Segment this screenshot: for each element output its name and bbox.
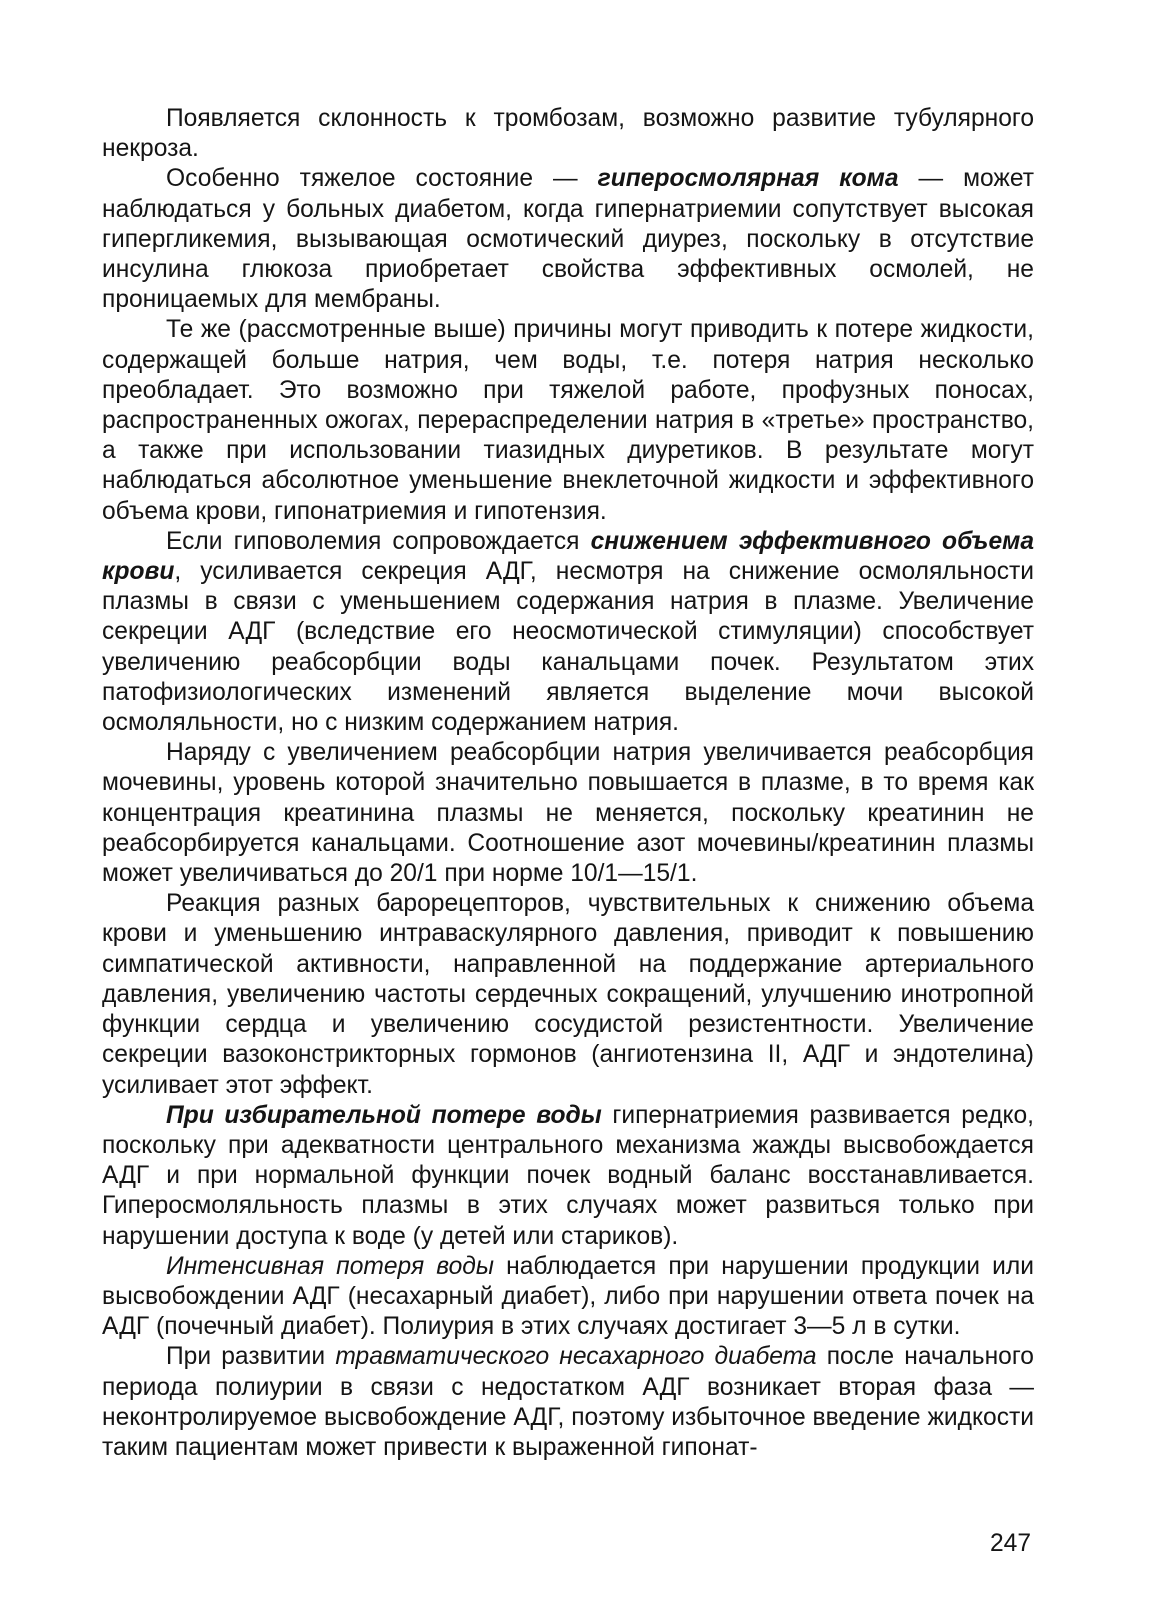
paragraph-5 — [102, 738, 1034, 889]
paragraph-2 — [102, 164, 1034, 315]
paragraph-4 — [102, 527, 1034, 738]
paragraph-6 — [102, 889, 1034, 1100]
text-run: после начального периода полиурии в связи с недостатком АДГ возникает вторая фаза — неконтролируемое высвобождение АДГ, поэтому избыточное введение жидкости таким пациентам может привести к выраженной гипонат- — [102, 1343, 1034, 1461]
text-run: Реакция разных барорецепторов, чувствительных к снижению объема крови и уменьшению интраваскулярного давления, приводит к повышению симпатической активности, направленной на поддержание артериального давления, увеличению частоты сердечных сокращений, улучшению инотропной функции сердца и увеличению сосудистой резистентности. Увеличение секреции вазоконстрикторных гормонов (ангиотензина II, АДГ и эндотелина) усиливает этот эффект. — [102, 890, 1034, 1099]
text-run: Особенно тяжелое состояние — — [166, 165, 598, 193]
term-reduced-blood-volume: снижением эффективного объема крови — [102, 527, 1034, 586]
page-body — [102, 104, 1034, 1463]
text-run: , усиливается секреция АДГ, несмотря на снижение осмоляльности плазмы в связи с уменьшением содержания натрия в плазме. Увеличение секреции АДГ (вследствие его неосмотической стимуляции) способствует увеличению реабсорбции воды канальцами почек. Результатом этих патофизиологических изменений является выделение мочи высокой осмоляльности, но с низким содержанием натрия. — [102, 558, 1034, 737]
paragraph-7 — [102, 1101, 1034, 1252]
term-intensive-water-loss: Интенсивная потеря воды — [166, 1252, 494, 1280]
paragraph-8 — [102, 1252, 1034, 1343]
term-traumatic-diabetes-insipidus: травматического несахарного диабета — [335, 1343, 817, 1371]
paragraph-1 — [102, 104, 1034, 164]
text-run: Появляется склонность к тромбозам, возможно развитие тубулярного некроза. — [102, 105, 1034, 163]
text-run: Наряду с увеличением реабсорбции натрия увеличивается реабсорбция мочевины, уровень которой значительно повышается в плазме, в то время как концентрация креатинина плазмы не меняется, поскольку креатинин не реабсорбируется канальцами. Соотношение азот мочевины/креатинин плазмы может увеличиваться до 20/1 при норме 10/1—15/1. — [102, 739, 1034, 888]
paragraph-3 — [102, 315, 1034, 526]
text-run: гипернатриемия развивается редко, поскольку при адекватности центрального механизма жажды высвобождается АДГ и при нормальной функции почек водный баланс восстанавливается. Гиперосмоляльность плазмы в этих случаях может развиться только при нарушении доступа к воде (у детей или стариков). — [102, 1101, 1034, 1250]
paragraph-9 — [102, 1342, 1034, 1463]
text-run: — может наблюдаться у больных диабетом, когда гипернатриемии сопутствует высокая гипергликемия, вызывающая осмотический диурез, поскольку в отсутствие инсулина глюкоза приобретает свойства эффективных осмолей, не проницаемых для мембраны. — [102, 165, 1034, 314]
page-number: 247 — [990, 1530, 1032, 1557]
text-run: наблюдается при нарушении продукции или высвобождении АДГ (несахарный диабет), либо при нарушении ответа почек на АДГ (почечный диабет). Полиурия в этих случаях достигает 3—5 л в сутки. — [102, 1252, 1034, 1341]
term-selective-water-loss: При избирательной потере воды — [166, 1101, 602, 1129]
text-run: Если гиповолемия сопровождается — [166, 527, 591, 555]
text-run: При развитии — [166, 1343, 336, 1371]
text-run: Те же (рассмотренные выше) причины могут приводить к потере жидкости, содержащей больше натрия, чем воды, т.е. потеря натрия несколько преобладает. Это возможно при тяжелой работе, профузных поносах, распространенных ожогах, перераспределении натрия в «третье» пространство, а также при использовании тиазидных диуретиков. В результате могут наблюдаться абсолютное уменьшение внеклеточной жидкости и эффективного объема крови, гипонатриемия и гипотензия. — [102, 316, 1034, 525]
term-hyperosmolar-coma: гиперосмолярная кома — [597, 165, 899, 193]
